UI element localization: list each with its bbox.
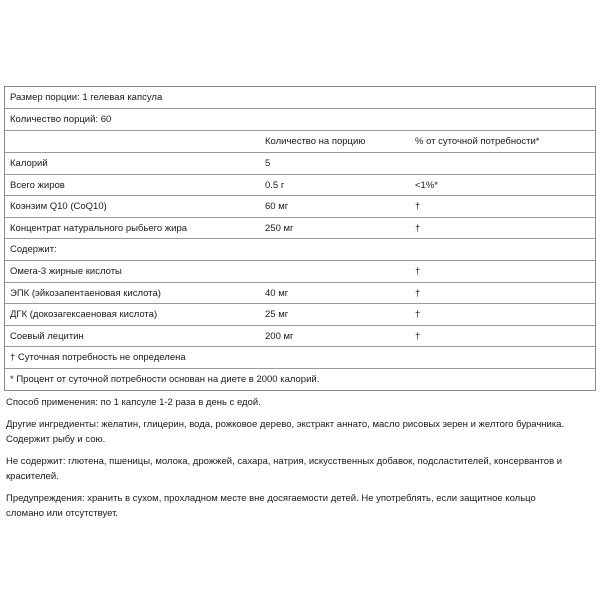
nutrient-row	[5, 282, 595, 303]
nutrient-name: ЭПК (эйкозапентаеновая кислота)	[10, 288, 161, 299]
nutrient-name: Концентрат натурального рыбьего жира	[10, 223, 188, 234]
nutrient-name: Содержит:	[10, 244, 57, 255]
footnote-asterisk: * Процент от суточной потребности основан на диете в 2000 калорий.	[10, 374, 320, 385]
free-of-text: Не содержит: глютена, пшеницы, молока, дрожжей, сахара, натрия, искусственных добавок, подсластителей, консервантов и красителей.	[6, 456, 563, 482]
nutrient-name: Коэнзим Q10 (CoQ10)	[10, 201, 107, 212]
nutrient-amount: 200 мг	[265, 331, 294, 342]
nutrient-row	[5, 325, 595, 346]
footnote-dagger: † Суточная потребность не определена	[10, 352, 186, 363]
footnote-asterisk-row	[5, 368, 595, 390]
serving-size-text: Размер порции: 1 гелевая капсула	[10, 92, 163, 103]
amount-per-serving-header: Количество на порцию	[265, 136, 366, 147]
nutrient-row	[5, 217, 595, 238]
nutrient-dv: †	[415, 331, 421, 342]
nutrient-dv: †	[415, 309, 421, 320]
nutrient-amount: 40 мг	[265, 288, 289, 299]
header-row	[5, 130, 595, 152]
serving-size-row	[5, 87, 595, 108]
nutrient-name: Всего жиров	[10, 180, 65, 191]
nutrient-amount: 25 мг	[265, 309, 289, 320]
servings-count-text: Количество порций: 60	[10, 114, 112, 125]
footnote-dagger-row	[5, 346, 595, 368]
nutrient-dv: †	[415, 223, 421, 234]
nutrient-amount: 250 мг	[265, 223, 294, 234]
nutrient-dv: †	[415, 201, 421, 212]
nutrient-amount: 5	[265, 158, 271, 169]
nutrient-row	[5, 152, 595, 174]
nutrient-amount: 60 мг	[265, 201, 289, 212]
nutrient-row	[5, 303, 595, 325]
nutrient-amount: 0.5 г	[265, 180, 285, 191]
nutrient-dv: <1%*	[415, 180, 438, 191]
nutrient-row	[5, 195, 595, 217]
product-notes	[6, 395, 576, 528]
usage-text: Способ применения: по 1 капсуле 1-2 раза в день с едой.	[6, 397, 261, 408]
nutrient-dv: †	[415, 266, 421, 277]
nutrient-dv: †	[415, 288, 421, 299]
other-ingredients-text: Другие ингредиенты: желатин, глицерин, вода, рожковое дерево, экстракт аннато, масло рисовых зерен и желтого бурачника. Содержит рыбу и сою.	[6, 419, 565, 445]
servings-count-row	[5, 108, 595, 130]
daily-value-header: % от суточной потребности*	[415, 136, 540, 147]
nutrient-name: ДГК (докозагексаеновая кислота)	[10, 309, 158, 320]
nutrient-name: Калорий	[10, 158, 48, 169]
nutrient-name: Омега-3 жирные кислоты	[10, 266, 122, 277]
nutrient-row	[5, 238, 595, 260]
nutrient-row	[5, 174, 595, 195]
nutrient-row	[5, 260, 595, 282]
warnings-text: Предупреждения: хранить в сухом, прохладном месте вне досягаемости детей. Не употреблять, если защитное кольцо сломано или отсутствует.	[6, 493, 536, 519]
supplement-facts-panel	[4, 86, 596, 391]
nutrient-name: Соевый лецитин	[10, 331, 84, 342]
